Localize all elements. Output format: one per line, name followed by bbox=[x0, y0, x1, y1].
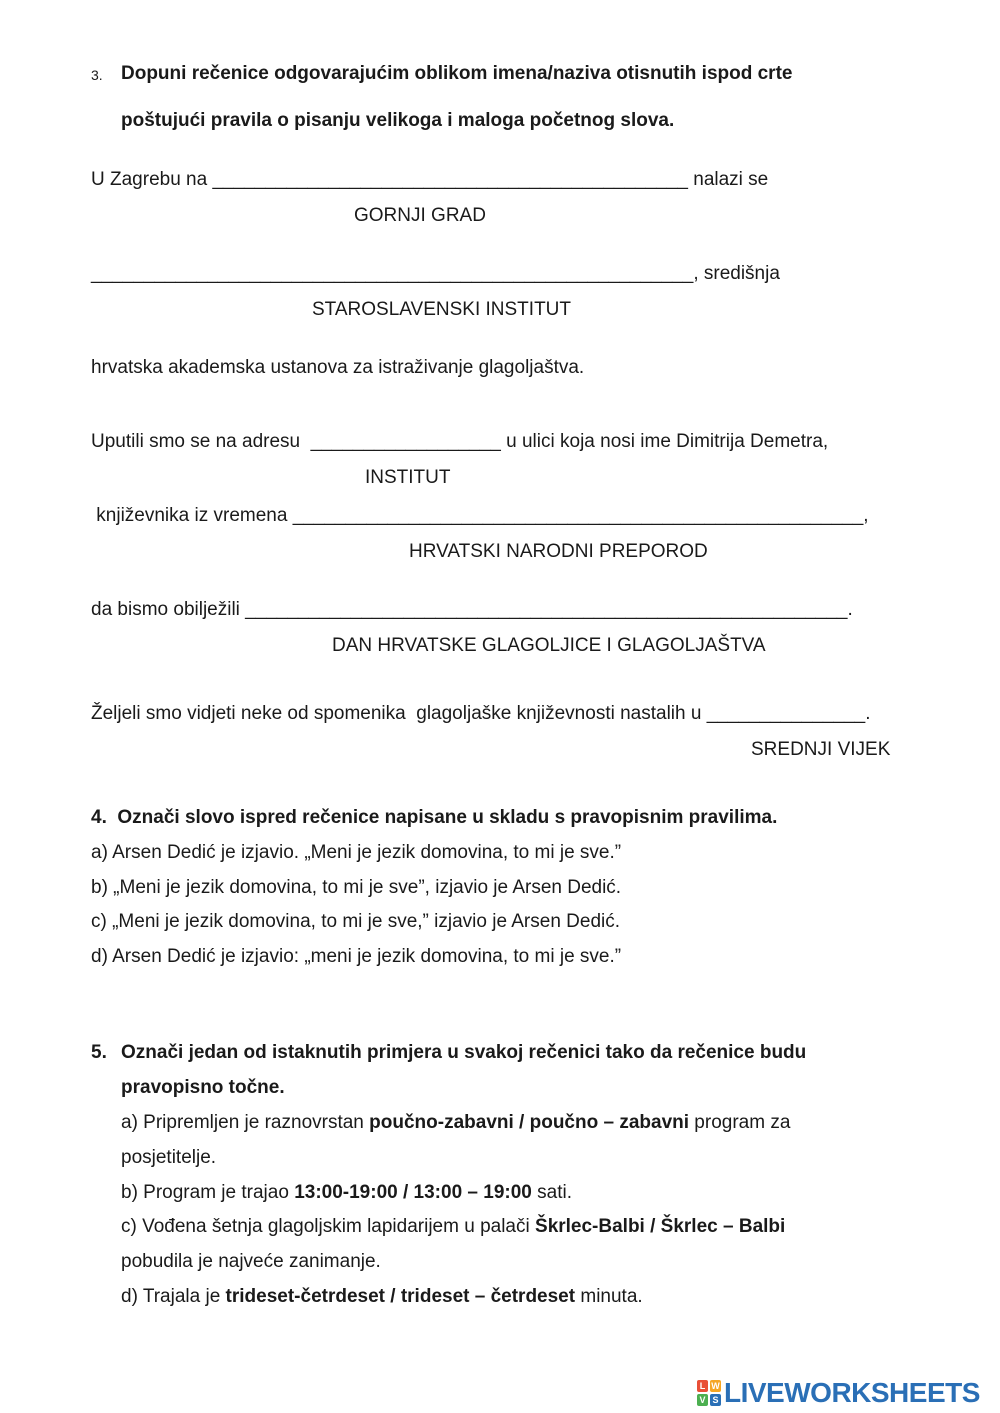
q3-hint-4: INSTITUT bbox=[365, 467, 451, 488]
q4-option-b[interactable]: b) „Meni je jezik domovina, to mi je sve”, izjavio je Arsen Dedić. bbox=[91, 877, 622, 898]
q3-sentence-7: Željeli smo vidjeti neke od spomenika glagoljaške književnosti nastalih u _______________. bbox=[91, 703, 871, 724]
q5-c-choice[interactable]: Škrlec-Balbi / Škrlec – Balbi bbox=[535, 1216, 786, 1237]
liveworksheets-logo bbox=[697, 1378, 980, 1408]
q3-hint-2: STAROSLAVENSKI INSTITUT bbox=[312, 299, 572, 320]
q5-a-choice[interactable]: poučno-zabavni / poučno – zabavni bbox=[369, 1112, 690, 1133]
q3-sentence-1: U Zagrebu na _____________________________________________ nalazi se bbox=[91, 169, 769, 190]
q4-option-c[interactable]: c) „Meni je jezik domovina, to mi je sve,” izjavio je Arsen Dedić. bbox=[91, 911, 621, 932]
q5-item-a bbox=[121, 1113, 790, 1132]
q5-number: 5. bbox=[91, 1042, 107, 1063]
q3-hint-6: DAN HRVATSKE GLAGOLJICE I GLAGOLJAŠTVA bbox=[332, 635, 766, 656]
q5-c-line2: pobudila je najveće zanimanje. bbox=[121, 1251, 381, 1272]
q5-a-text: a) Pripremljen je raznovrstan bbox=[121, 1112, 370, 1133]
q5-a-text-end: program za bbox=[689, 1112, 791, 1133]
q5-d-text-end: minuta. bbox=[575, 1286, 643, 1307]
q4-option-a[interactable]: a) Arsen Dedić je izjavio. „Meni je jezik domovina, to mi je sve.” bbox=[91, 842, 622, 863]
q5-b-text-end: sati. bbox=[531, 1182, 572, 1203]
q5-title-line2: pravopisno točne. bbox=[121, 1077, 285, 1098]
liveworksheets-logo-icon: L W V S bbox=[697, 1380, 721, 1406]
q3-sentence-4: Uputili smo se na adresu __________________ u ulici koja nosi ime Dimitrija Demetra, bbox=[91, 431, 829, 452]
q5-d-text: d) Trajala je bbox=[121, 1286, 226, 1307]
liveworksheets-logo-text: LIVEWORKSHEETS bbox=[724, 1377, 980, 1408]
q3-hint-7: SREDNJI VIJEK bbox=[751, 739, 891, 760]
q4-title: 4. Označi slovo ispred rečenice napisane u skladu s pravopisnim pravilima. bbox=[91, 807, 778, 828]
q5-item-b bbox=[121, 1183, 572, 1202]
q5-item-d bbox=[121, 1287, 643, 1306]
q3-title-line2: poštujući pravila o pisanju velikoga i maloga početnog slova. bbox=[121, 110, 675, 131]
q3-sentence-2: _________________________________________________________, središnja bbox=[91, 263, 780, 284]
q3-sentence-3: hrvatska akademska ustanova za istraživanje glagoljaštva. bbox=[91, 357, 585, 378]
q5-c-text: c) Vođena šetnja glagoljskim lapidarijem u palači bbox=[121, 1216, 536, 1237]
q5-d-choice[interactable]: trideset-četrdeset / trideset – četrdeset bbox=[225, 1286, 576, 1307]
q5-a-line2: posjetitelje. bbox=[121, 1147, 217, 1168]
q3-title-line1: Dopuni rečenice odgovarajućim oblikom imena/naziva otisnutih ispod crte bbox=[121, 63, 793, 84]
q3-hint-5: HRVATSKI NARODNI PREPOROD bbox=[409, 541, 708, 562]
q5-b-choice[interactable]: 13:00-19:00 / 13:00 – 19:00 bbox=[294, 1182, 532, 1203]
q3-sentence-5: književnika iz vremena ______________________________________________________, bbox=[91, 505, 869, 526]
q4-option-d[interactable]: d) Arsen Dedić je izjavio: „meni je jezik domovina, to mi je sve.” bbox=[91, 946, 622, 967]
q5-title-line1: Označi jedan od istaknutih primjera u svakoj rečenici tako da rečenice budu bbox=[121, 1042, 807, 1063]
q3-number: 3. bbox=[91, 67, 103, 83]
q5-item-c bbox=[121, 1217, 785, 1236]
q3-hint-1: GORNJI GRAD bbox=[354, 205, 486, 226]
q3-sentence-6: da bismo obilježili _________________________________________________________. bbox=[91, 599, 853, 620]
q5-b-text: b) Program je trajao bbox=[121, 1182, 295, 1203]
